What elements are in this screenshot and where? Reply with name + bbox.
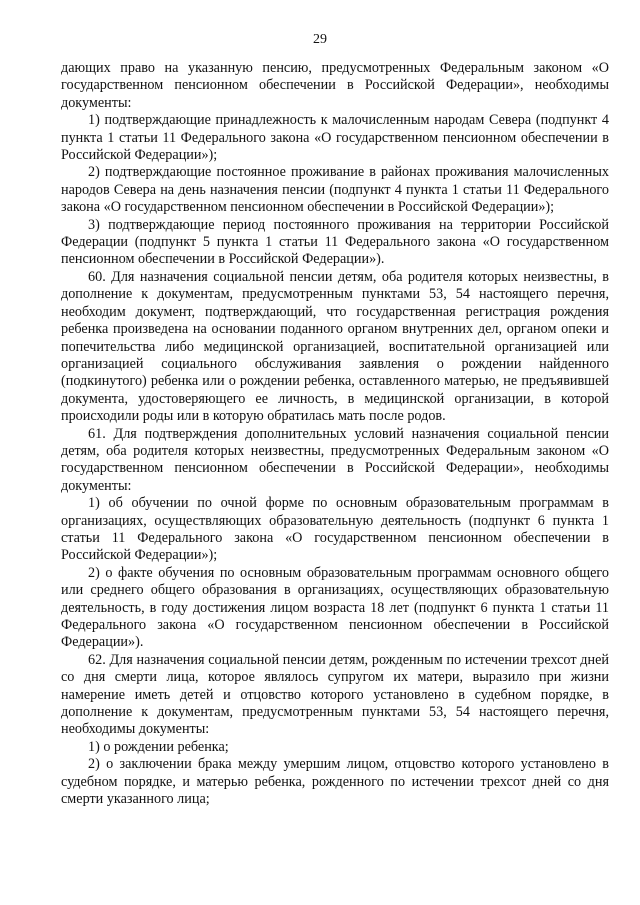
list-item-north-peoples-affiliation: 1) подтверждающие принадлежность к малочисленным народам Севера (подпункт 4 пункта 1 статьи 11 Федерального закона «О государственном пенсионном обеспечении в Российской Федерации»); [61, 112, 609, 164]
page-number: 29 [313, 32, 327, 47]
list-item-permanent-residence: 2) подтверждающие постоянное проживание в районах проживания малочисленных народов Севера на день назначения пенсии (подпункт 4 пункта 1 статьи 11 Федерального закона «О государственном пенсионном обеспечении в Российской Федерации»); [61, 164, 609, 216]
paragraph-61: 61. Для подтверждения дополнительных условий назначения социальной пенсии детям, оба родителя которых неизвестны, предусмотренных Федеральным законом «О государственном пенсионном обеспечении в Российской Федерации», необходимы документы: [61, 425, 609, 494]
paragraph-62: 62. Для назначения социальной пенсии детям, рожденным по истечении трехсот дней со дня смерти лица, которое являлось супругом их матери, выразило при жизни намерение иметь детей и отцовство которого установлено в судебном порядке, в дополнение к документам, предусмотренным пунктами 53, 54 настоящего перечня, необходимы документы: [61, 651, 609, 738]
list-item-education-fact: 2) о факте обучения по основным образовательным программам основного общего или среднего общего образования в организациях, осуществляющих образовательную деятельность, в году достижения лицом возраста 18 лет (подпункт 6 пункта 1 статьи 11 Федерального закона «О государственном пенсионном обеспечении в Российской Федерации»). [61, 564, 609, 651]
list-item-birth-of-child: 1) о рождении ребенка; [88, 738, 229, 755]
paragraph-60: 60. Для назначения социальной пенсии детям, оба родителя которых неизвестны, в дополнение к документам, предусмотренным пунктами 53, 54 настоящего перечня, необходим документ, подтверждающий, что государственная регистрация рождения ребенка произведена на основании поданного органом внутренних дел, органом опеки и попечительства либо медицинской организацией, воспитательной организацией или организацией социального обслуживания заявления о рождении найденного (подкинутого) ребенка или о рождении ребенка, оставленного матерью, не предъявившей документа, удостоверяющего ее личность, в медицинской организации, в которой происходили роды или в которую обратилась мать после родов. [61, 268, 609, 425]
list-item-residence-period: 3) подтверждающие период постоянного проживания на территории Российской Федерации (подпункт 5 пункта 1 статьи 11 Федерального закона «О государственном пенсионном обеспечении в Российской Федерации»). [61, 216, 609, 268]
list-item-full-time-education: 1) об обучении по очной форме по основным образовательным программам в организациях, осуществляющих образовательную деятельность (подпункт 6 пункта 1 статьи 11 Федерального закона «О государственном пенсионном обеспечении в Российской Федерации»); [61, 495, 609, 564]
paragraph-continuation: дающих право на указанную пенсию, предусмотренных Федеральным законом «О государственном пенсионном обеспечении в Российской Федерации», необходимы документы: [61, 60, 609, 111]
list-item-marriage: 2) о заключении брака между умершим лицом, отцовство которого установлено в судебном порядке, и матерью ребенка, рожденного по истечении трехсот дней со дня смерти указанного лица; [61, 756, 609, 808]
document-body [61, 60, 609, 808]
